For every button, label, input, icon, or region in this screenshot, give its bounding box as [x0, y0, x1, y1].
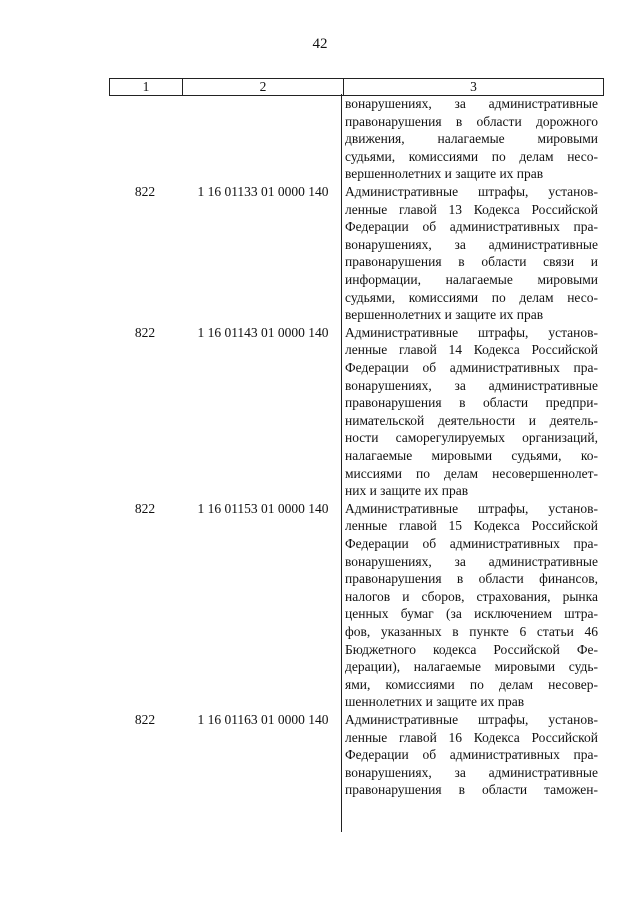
column-header-3: 3: [343, 79, 603, 95]
page-number: 42: [312, 36, 328, 52]
description-line: ности саморегулируемых организаций,: [345, 430, 598, 446]
admin-code-cell: 822: [134, 324, 156, 340]
table-header: [109, 78, 604, 96]
description-line: Федерации об административных пра-: [345, 219, 598, 235]
description-line: правонарушения в области финансов,: [345, 571, 598, 587]
income-code-cell: 1 16 01143 01 0000 140: [197, 324, 329, 340]
description-line: ленные главой 16 Кодекса Российской: [345, 729, 598, 745]
description-line: судьями, комиссиями по делам несо-: [345, 148, 598, 164]
description-line: Бюджетного кодекса Российской Фе-: [345, 641, 598, 657]
column-header-1: 1: [142, 79, 150, 94]
description-line: Федерации об административных пра-: [345, 747, 598, 763]
description-line: налогов и сборов, страхования, рынка: [345, 588, 598, 604]
description-line: налагаемые мировыми судьями, ко-: [345, 448, 598, 463]
income-code-cell: 1 16 01163 01 0000 140: [197, 712, 329, 727]
description-line: Административные штрафы, установ-: [345, 712, 598, 727]
income-code-cell: 1 16 01133 01 0000 140: [197, 184, 329, 199]
description-line: Административные штрафы, установ-: [345, 500, 598, 516]
description-line: Федерации об административных пра-: [345, 360, 598, 375]
description-line: вонарушениях, за административные: [345, 96, 598, 111]
description-line: правонарушения в области таможен-: [345, 782, 598, 798]
description-line: Федерации об административных пра-: [345, 536, 598, 551]
column-header-2: 2: [182, 79, 343, 95]
description-line: ями, комиссиями по делам несовер-: [345, 676, 598, 692]
description-line: дерации), налагаемые мировыми судь-: [345, 659, 598, 675]
description-line: миссиями по делам несовершеннолет-: [345, 465, 598, 481]
description-line: правонарушения в области предпри-: [345, 395, 598, 411]
description-line: ценных бумаг (за исключением штра-: [345, 606, 598, 622]
description-line: Административные штрафы, установ-: [345, 184, 598, 199]
description-line: информации, налагаемые мировыми: [345, 272, 598, 287]
income-code-cell: 1 16 01153 01 0000 140: [197, 500, 329, 516]
admin-code-cell: 822: [134, 500, 156, 516]
description-line: вонарушениях, за административные: [345, 553, 598, 569]
admin-code-cell: 822: [134, 712, 156, 727]
column-divider: [341, 94, 342, 832]
description-line: правонарушения в области дорожного: [345, 113, 598, 129]
description-line: шеннолетних и защите их прав: [345, 694, 525, 710]
description-line: вершеннолетних и защите их прав: [345, 307, 544, 323]
description-line: вонарушениях, за административные: [345, 236, 598, 252]
description-line: Административные штрафы, установ-: [345, 324, 598, 340]
description-line: фов, указанных в пункте 6 статьи 46: [345, 624, 598, 639]
description-line: вонарушениях, за административные: [345, 764, 598, 780]
description-line: движения, налагаемые мировыми: [345, 131, 598, 147]
description-line: вершеннолетних и защите их прав: [345, 166, 544, 182]
description-line: правонарушения в области связи и: [345, 254, 598, 270]
description-line: судьями, комиссиями по делам несо-: [345, 289, 598, 305]
admin-code-cell: 822: [134, 184, 156, 199]
description-line: ленные главой 15 Кодекса Российской: [345, 518, 598, 534]
description-line: ленные главой 14 Кодекса Российской: [345, 342, 598, 358]
description-line: ленные главой 13 Кодекса Российской: [345, 201, 598, 217]
description-line: нимательской деятельности и деятель-: [345, 412, 598, 428]
description-line: них и защите их прав: [345, 483, 469, 499]
description-line: вонарушениях, за административные: [345, 377, 598, 393]
